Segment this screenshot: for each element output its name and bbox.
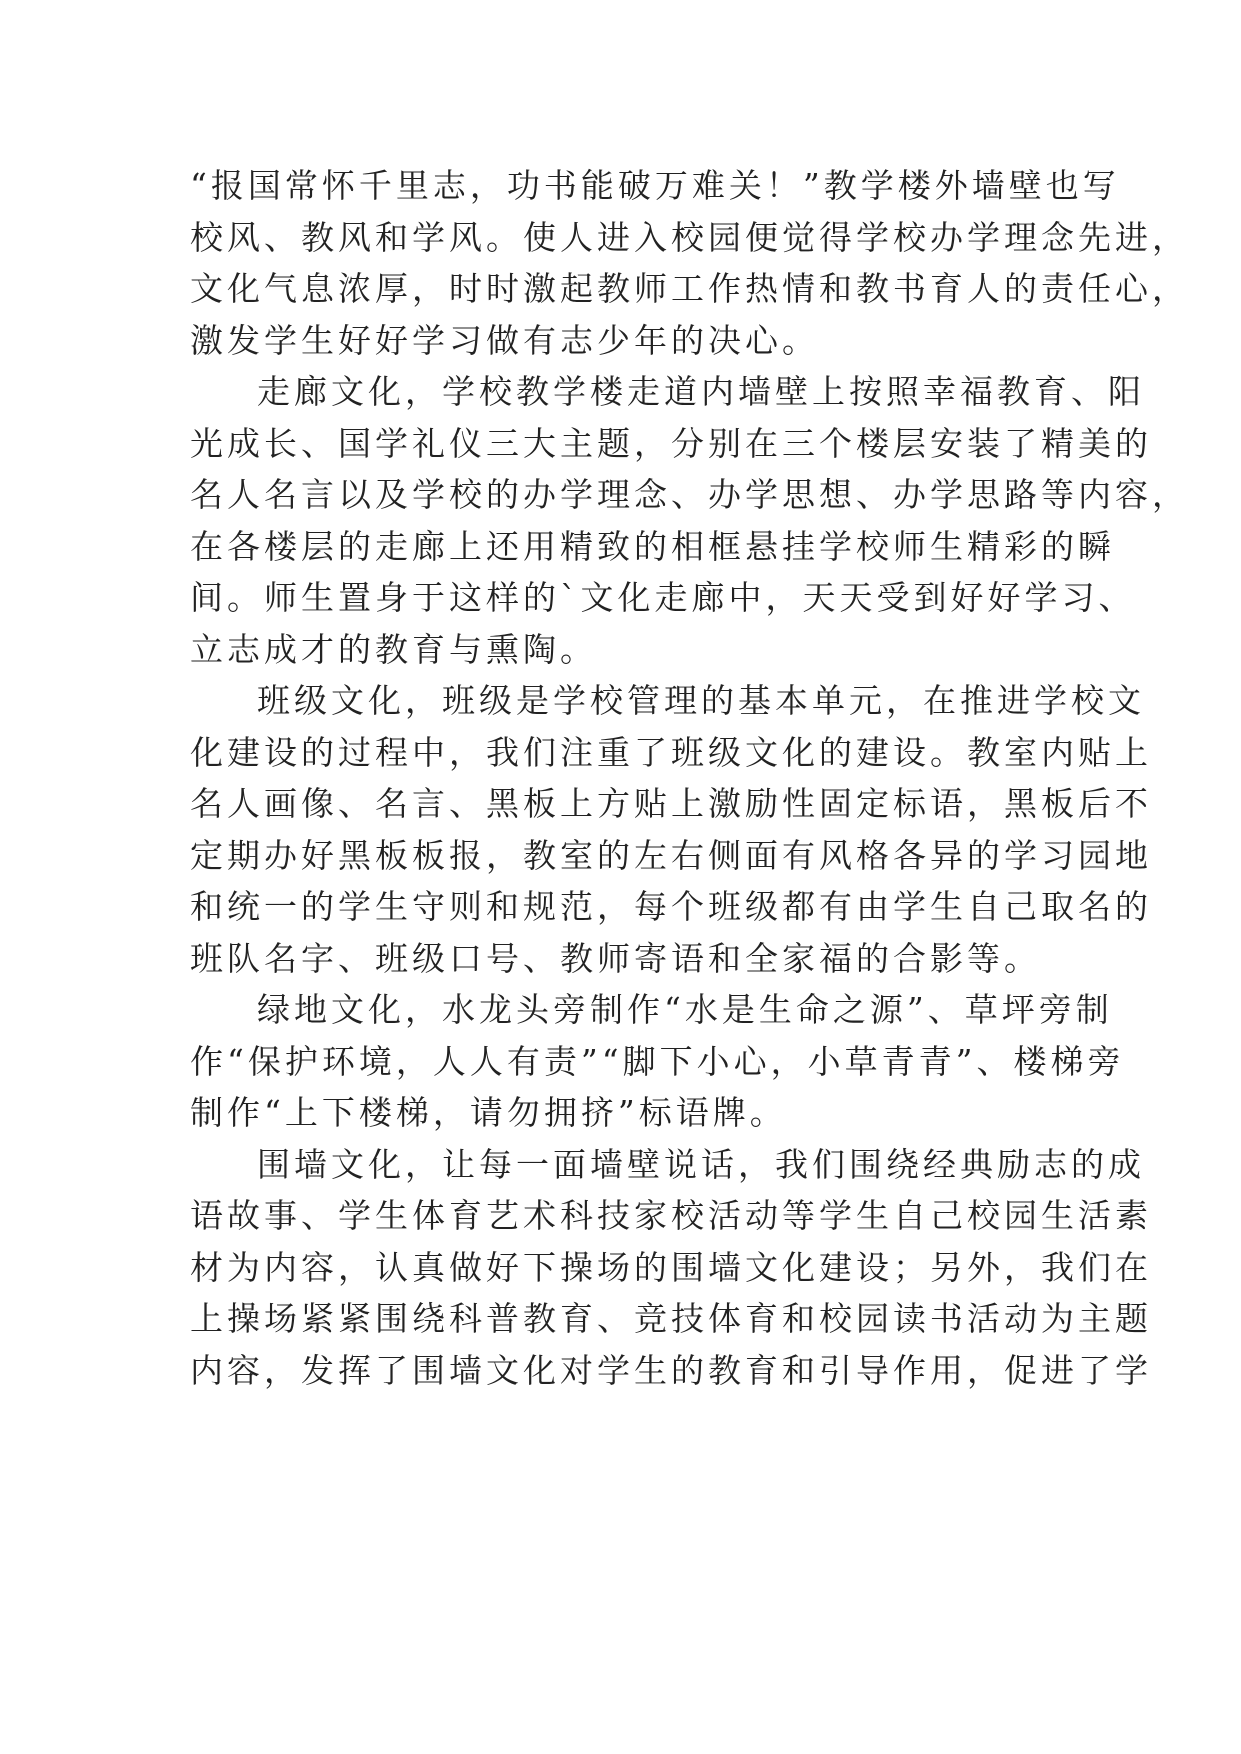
text-line: 语故事、学生体育艺术科技家校活动等学生自己校园生活素	[190, 1196, 1152, 1235]
paragraph-start-corridor: 走廊文化，学校教学楼走道内墙壁上按照幸福教育、阳	[257, 372, 1145, 411]
paragraph-start-greenland: 绿地文化，水龙头旁制作“水是生命之源”、草坪旁制	[257, 990, 1113, 1029]
text-line: 化建设的过程中，我们注重了班级文化的建设。教室内贴上	[190, 732, 1152, 772]
paragraph-start-class: 班级文化，班级是学校管理的基本单元，在推进学校文	[257, 681, 1145, 720]
text-line: 上操场紧紧围绕科普教育、竞技体育和校园读书活动为主题	[190, 1299, 1152, 1338]
text-line: 在各楼层的走廊上还用精致的相框悬挂学校师生精彩的瞬	[190, 526, 1115, 566]
text-line: 班队名字、班级口号、教师寄语和全家福的合影等。	[190, 938, 1041, 978]
text-line: 作“保护环境，人人有责”“脚下小心，小草青青”、楼梯旁	[190, 1041, 1125, 1081]
paragraph-start-wall: 围墙文化，让每一面墙壁说话，我们围绕经典励志的成	[257, 1144, 1145, 1184]
text-line: 内容，发挥了围墙文化对学生的教育和引导作用，促进了学	[190, 1350, 1152, 1390]
text-line: 校风、教风和学风。使人进入校园便觉得学校办学理念先进，	[190, 217, 1189, 257]
text-line: 名人画像、名言、黑板上方贴上激励性固定标语，黑板后不	[190, 784, 1152, 823]
body-text	[190, 160, 1189, 1396]
text-line: 立志成才的教育与熏陶。	[190, 629, 597, 669]
text-line: 定期办好黑板板报，教室的左右侧面有风格各异的学习园地	[190, 835, 1152, 875]
text-line: 激发学生好好学习做有志少年的决心。	[190, 320, 819, 360]
text-line: 间。师生置身于这样的`文化走廊中，天天受到好好学习、	[190, 578, 1136, 617]
text-line: 制作“上下楼梯，请勿拥挤”标语牌。	[190, 1093, 787, 1132]
text-line: 和统一的学生守则和规范，每个班级都有由学生自己取名的	[190, 887, 1152, 926]
text-line: 光成长、国学礼仪三大主题，分别在三个楼层安装了精美的	[190, 423, 1152, 463]
text-line: “报国常怀千里志，功书能破万难关！”教学楼外墙壁也写	[190, 166, 1120, 205]
text-line: 名人名言以及学校的办学理念、办学思想、办学思路等内容，	[190, 475, 1189, 514]
text-line: 材为内容，认真做好下操场的围墙文化建设；另外，我们在	[190, 1247, 1152, 1287]
text-line: 文化气息浓厚，时时激起教师工作热情和教书育人的责任心，	[190, 269, 1189, 308]
